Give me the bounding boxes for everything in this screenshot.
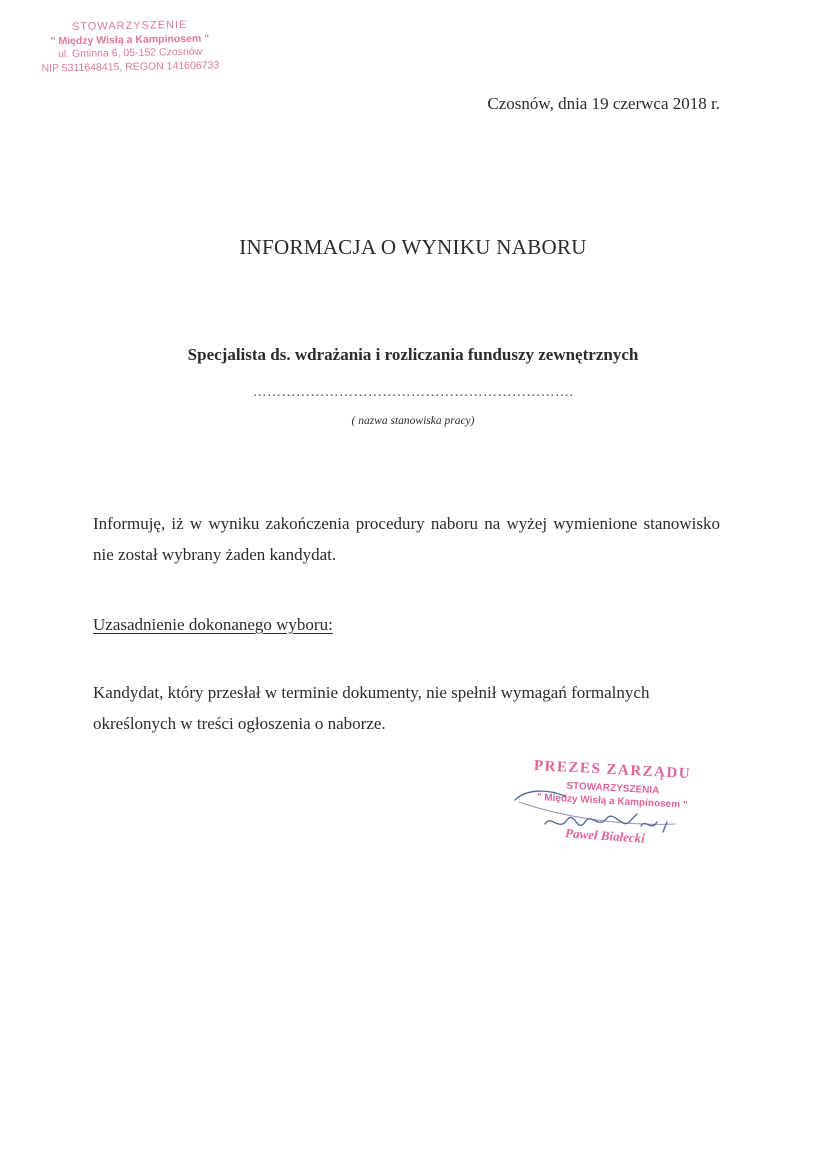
signature-stamp-org-line1: STOWARZYSZENIA [566, 780, 660, 797]
stamp-tax-ids: NIP 5311648415, REGON 141606733 [41, 58, 220, 75]
justification-paragraph: Kandydat, który przesłał w terminie dokumenty, nie spełnił wymagań formalnych określonych w treści ogłoszenia o naborze. [93, 683, 650, 733]
signature-stamp-title: PREZES ZARZĄDU [533, 757, 692, 783]
organization-header-stamp [20, 18, 241, 76]
justification-heading: Uzasadnienie dokonanego wyboru: [93, 615, 333, 634]
stamp-address: ul. Gminna 6, 05-152 Czosnów [57, 45, 203, 61]
position-name: Specjalista ds. wdrażania i rozliczania funduszy zewnętrznych [187, 345, 639, 364]
signature-stamp-name: Paweł Białecki [564, 825, 646, 846]
signature-stamp [505, 757, 710, 857]
document-title: INFORMACJA O WYNIKU NABORU [239, 235, 587, 259]
result-paragraph: Informuję, iż w wyniku zakończenia procedury naboru na wyżej wymienione stanowisko nie został wybrany żaden kandydat. [93, 514, 720, 564]
signature-stamp-org-line2: " Między Wisłą a Kampinosem " [536, 792, 688, 811]
stamp-org-name: " Między Wisłą a Kampinosem " [50, 32, 210, 47]
stamp-org-type: STOWARZYSZENIE [71, 18, 188, 34]
handwritten-signature [505, 762, 710, 857]
position-caption: ( nazwa stanowiska pracy) [351, 415, 475, 427]
position-dotted-line: …………………………………………………………. [252, 385, 574, 400]
document-date: Czosnów, dnia 19 czerwca 2018 r. [487, 94, 720, 113]
